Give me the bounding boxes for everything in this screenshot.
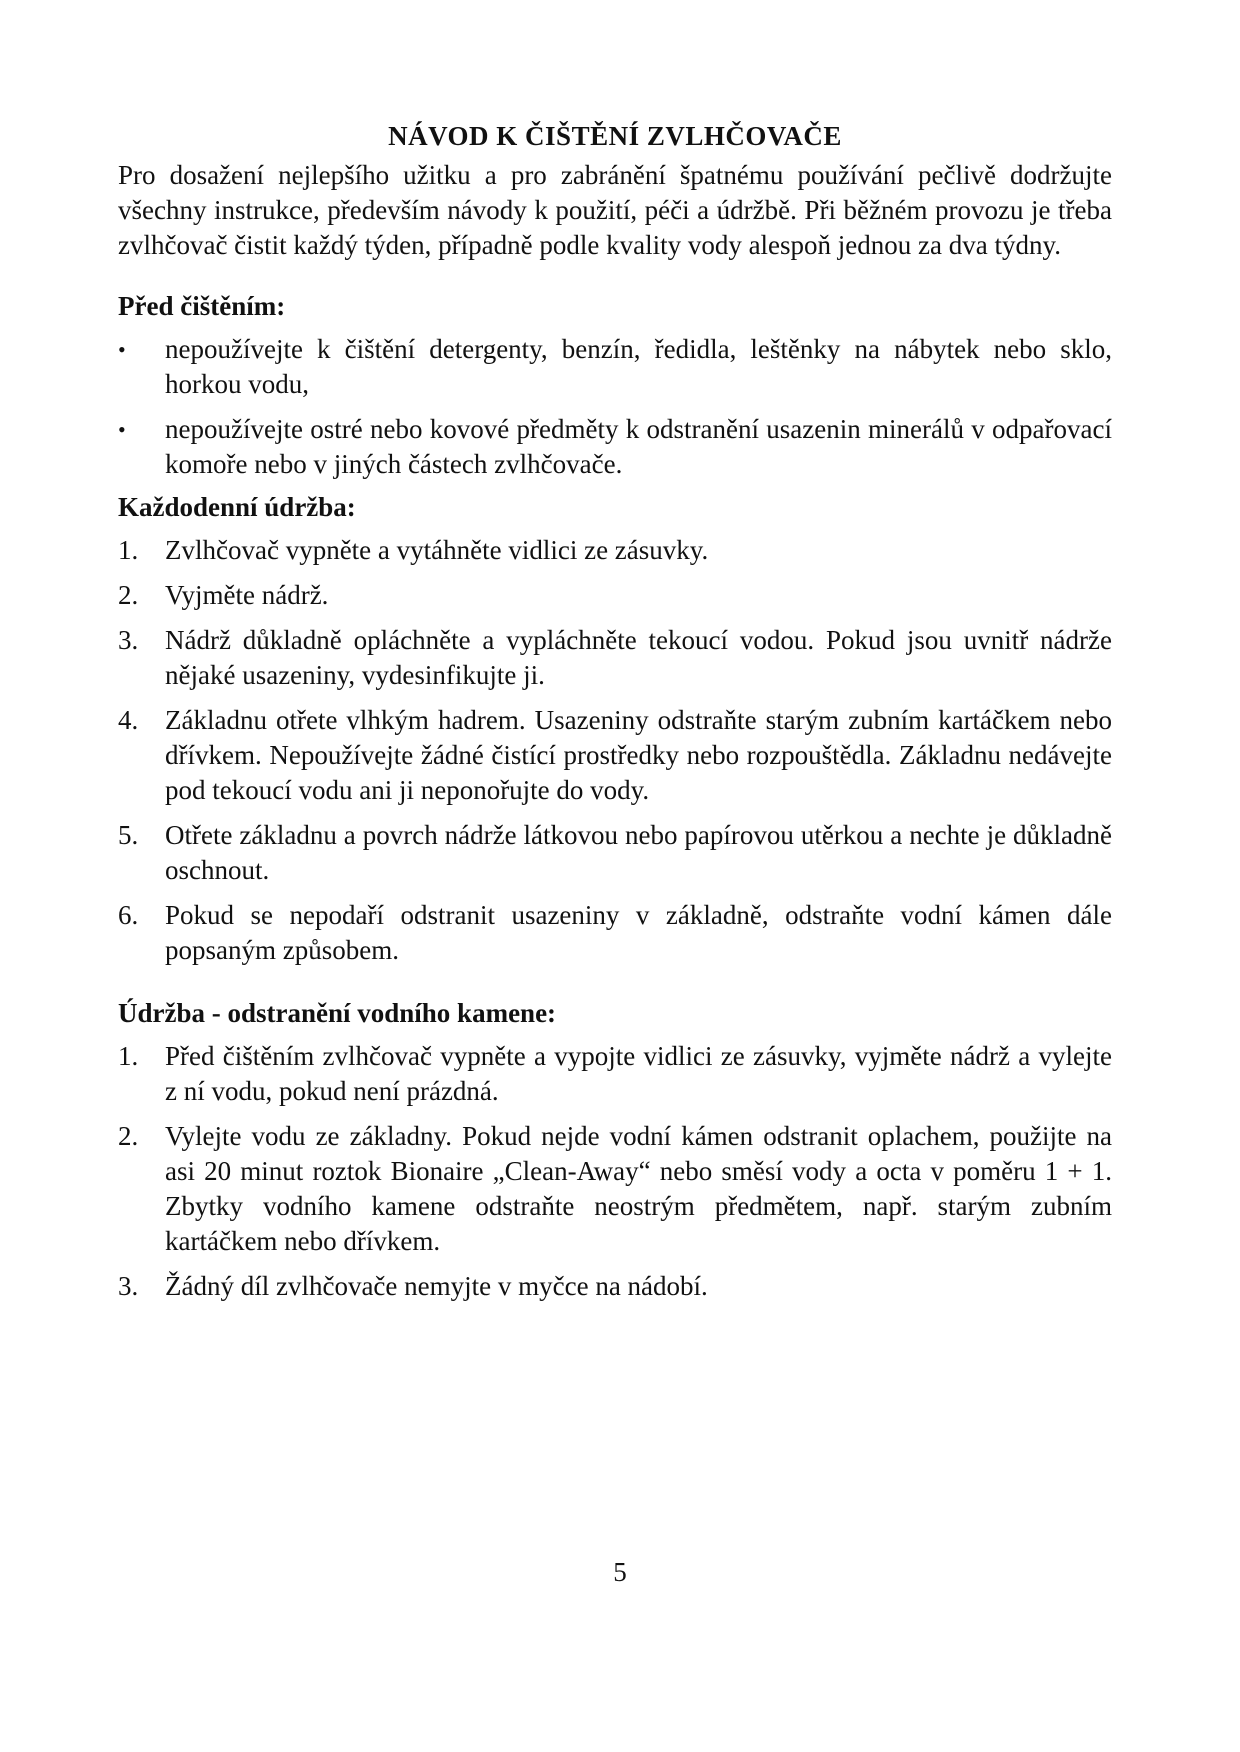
before-cleaning-list — [118, 332, 1112, 482]
list-number: 1. — [118, 1041, 139, 1071]
list-item-text: nepoužívejte k čištění detergenty, benzín, ředidla, leštěnky na nábytek nebo sklo, horkou vodu, — [165, 334, 1112, 399]
list-item-text: Zvlhčovač vypněte a vytáhněte vidlici ze zásuvky. — [165, 535, 709, 565]
list-number: 5. — [118, 820, 139, 850]
document-title: NÁVOD K ČIŠTĚNÍ ZVLHČOVAČE — [388, 121, 842, 151]
list-item — [118, 412, 1112, 482]
daily-maintenance-heading: Každodenní údržba: — [118, 492, 356, 522]
list-item — [118, 703, 1112, 808]
intro-paragraph: Pro dosažení nejlepšího užitku a pro zabránění špatnému používání pečlivě dodržujte všechny instrukce, především návody k použití, péči a údržbě. Při běžném provozu je třeba zvlhčovač čistit každý týden, případně podle kvality vody alespoň jednou za dva týdny. — [118, 160, 1112, 260]
list-item — [118, 1039, 1112, 1109]
document-page — [118, 118, 1112, 1314]
list-number: 3. — [118, 625, 139, 655]
list-number: 2. — [118, 580, 139, 610]
list-number: 6. — [118, 900, 139, 930]
list-number: 2. — [118, 1121, 139, 1151]
list-item-text: Žádný díl zvlhčovače nemyjte v myčce na nádobí. — [165, 1271, 708, 1301]
list-item — [118, 533, 1112, 568]
list-item-text: Základnu otřete vlhkým hadrem. Usazeniny odstraňte starým zubním kartáčkem nebo dřívkem. Nepoužívejte žádné čistící prostředky nebo rozpouštědla. Základnu nedávejte pod tekoucí vodu ani ji neponořujte do vody. — [165, 705, 1112, 805]
list-number: 3. — [118, 1271, 139, 1301]
list-number: 4. — [118, 705, 139, 735]
list-item-text: Vyjměte nádrž. — [165, 580, 329, 610]
list-item — [118, 623, 1112, 693]
bullet-icon: • — [118, 337, 126, 362]
list-number: 1. — [118, 535, 139, 565]
daily-maintenance-list — [118, 533, 1112, 968]
list-item — [118, 1269, 1112, 1304]
descaling-list — [118, 1039, 1112, 1304]
list-item-text: nepoužívejte ostré nebo kovové předměty k odstranění usazenin minerálů v odpařovací komoře nebo v jiných částech zvlhčovače. — [165, 414, 1112, 479]
bullet-icon: • — [118, 417, 126, 442]
list-item-text: Nádrž důkladně opláchněte a vypláchněte tekoucí vodou. Pokud jsou uvnitř nádrže nějaké usazeniny, vydesinfikujte ji. — [165, 625, 1112, 690]
list-item-text: Otřete základnu a povrch nádrže látkovou nebo papírovou utěrkou a nechte je důkladně oschnout. — [165, 820, 1112, 885]
list-item — [118, 898, 1112, 968]
list-item — [118, 1119, 1112, 1259]
list-item-text: Před čištěním zvlhčovač vypněte a vypojte vidlici ze zásuvky, vyjměte nádrž a vylejte z ní vodu, pokud není prázdná. — [165, 1041, 1112, 1106]
list-item — [118, 578, 1112, 613]
descaling-heading: Údržba - odstranění vodního kamene: — [118, 998, 557, 1028]
page-number: 5 — [613, 1557, 627, 1587]
list-item-text: Vylejte vodu ze základny. Pokud nejde vodní kámen odstranit oplachem, použijte na asi 20 minut roztok Bionaire „Clean-Away“ nebo směsí vody a octa v poměru 1 + 1. Zbytky vodního kamene odstraňte neostrým předmětem, např. starým zubním kartáčkem nebo dřívkem. — [165, 1121, 1112, 1256]
list-item-text: Pokud se nepodaří odstranit usazeniny v základně, odstraňte vodní kámen dále popsaným způsobem. — [165, 900, 1112, 965]
before-cleaning-heading: Před čištěním: — [118, 291, 286, 321]
list-item — [118, 332, 1112, 402]
list-item — [118, 818, 1112, 888]
